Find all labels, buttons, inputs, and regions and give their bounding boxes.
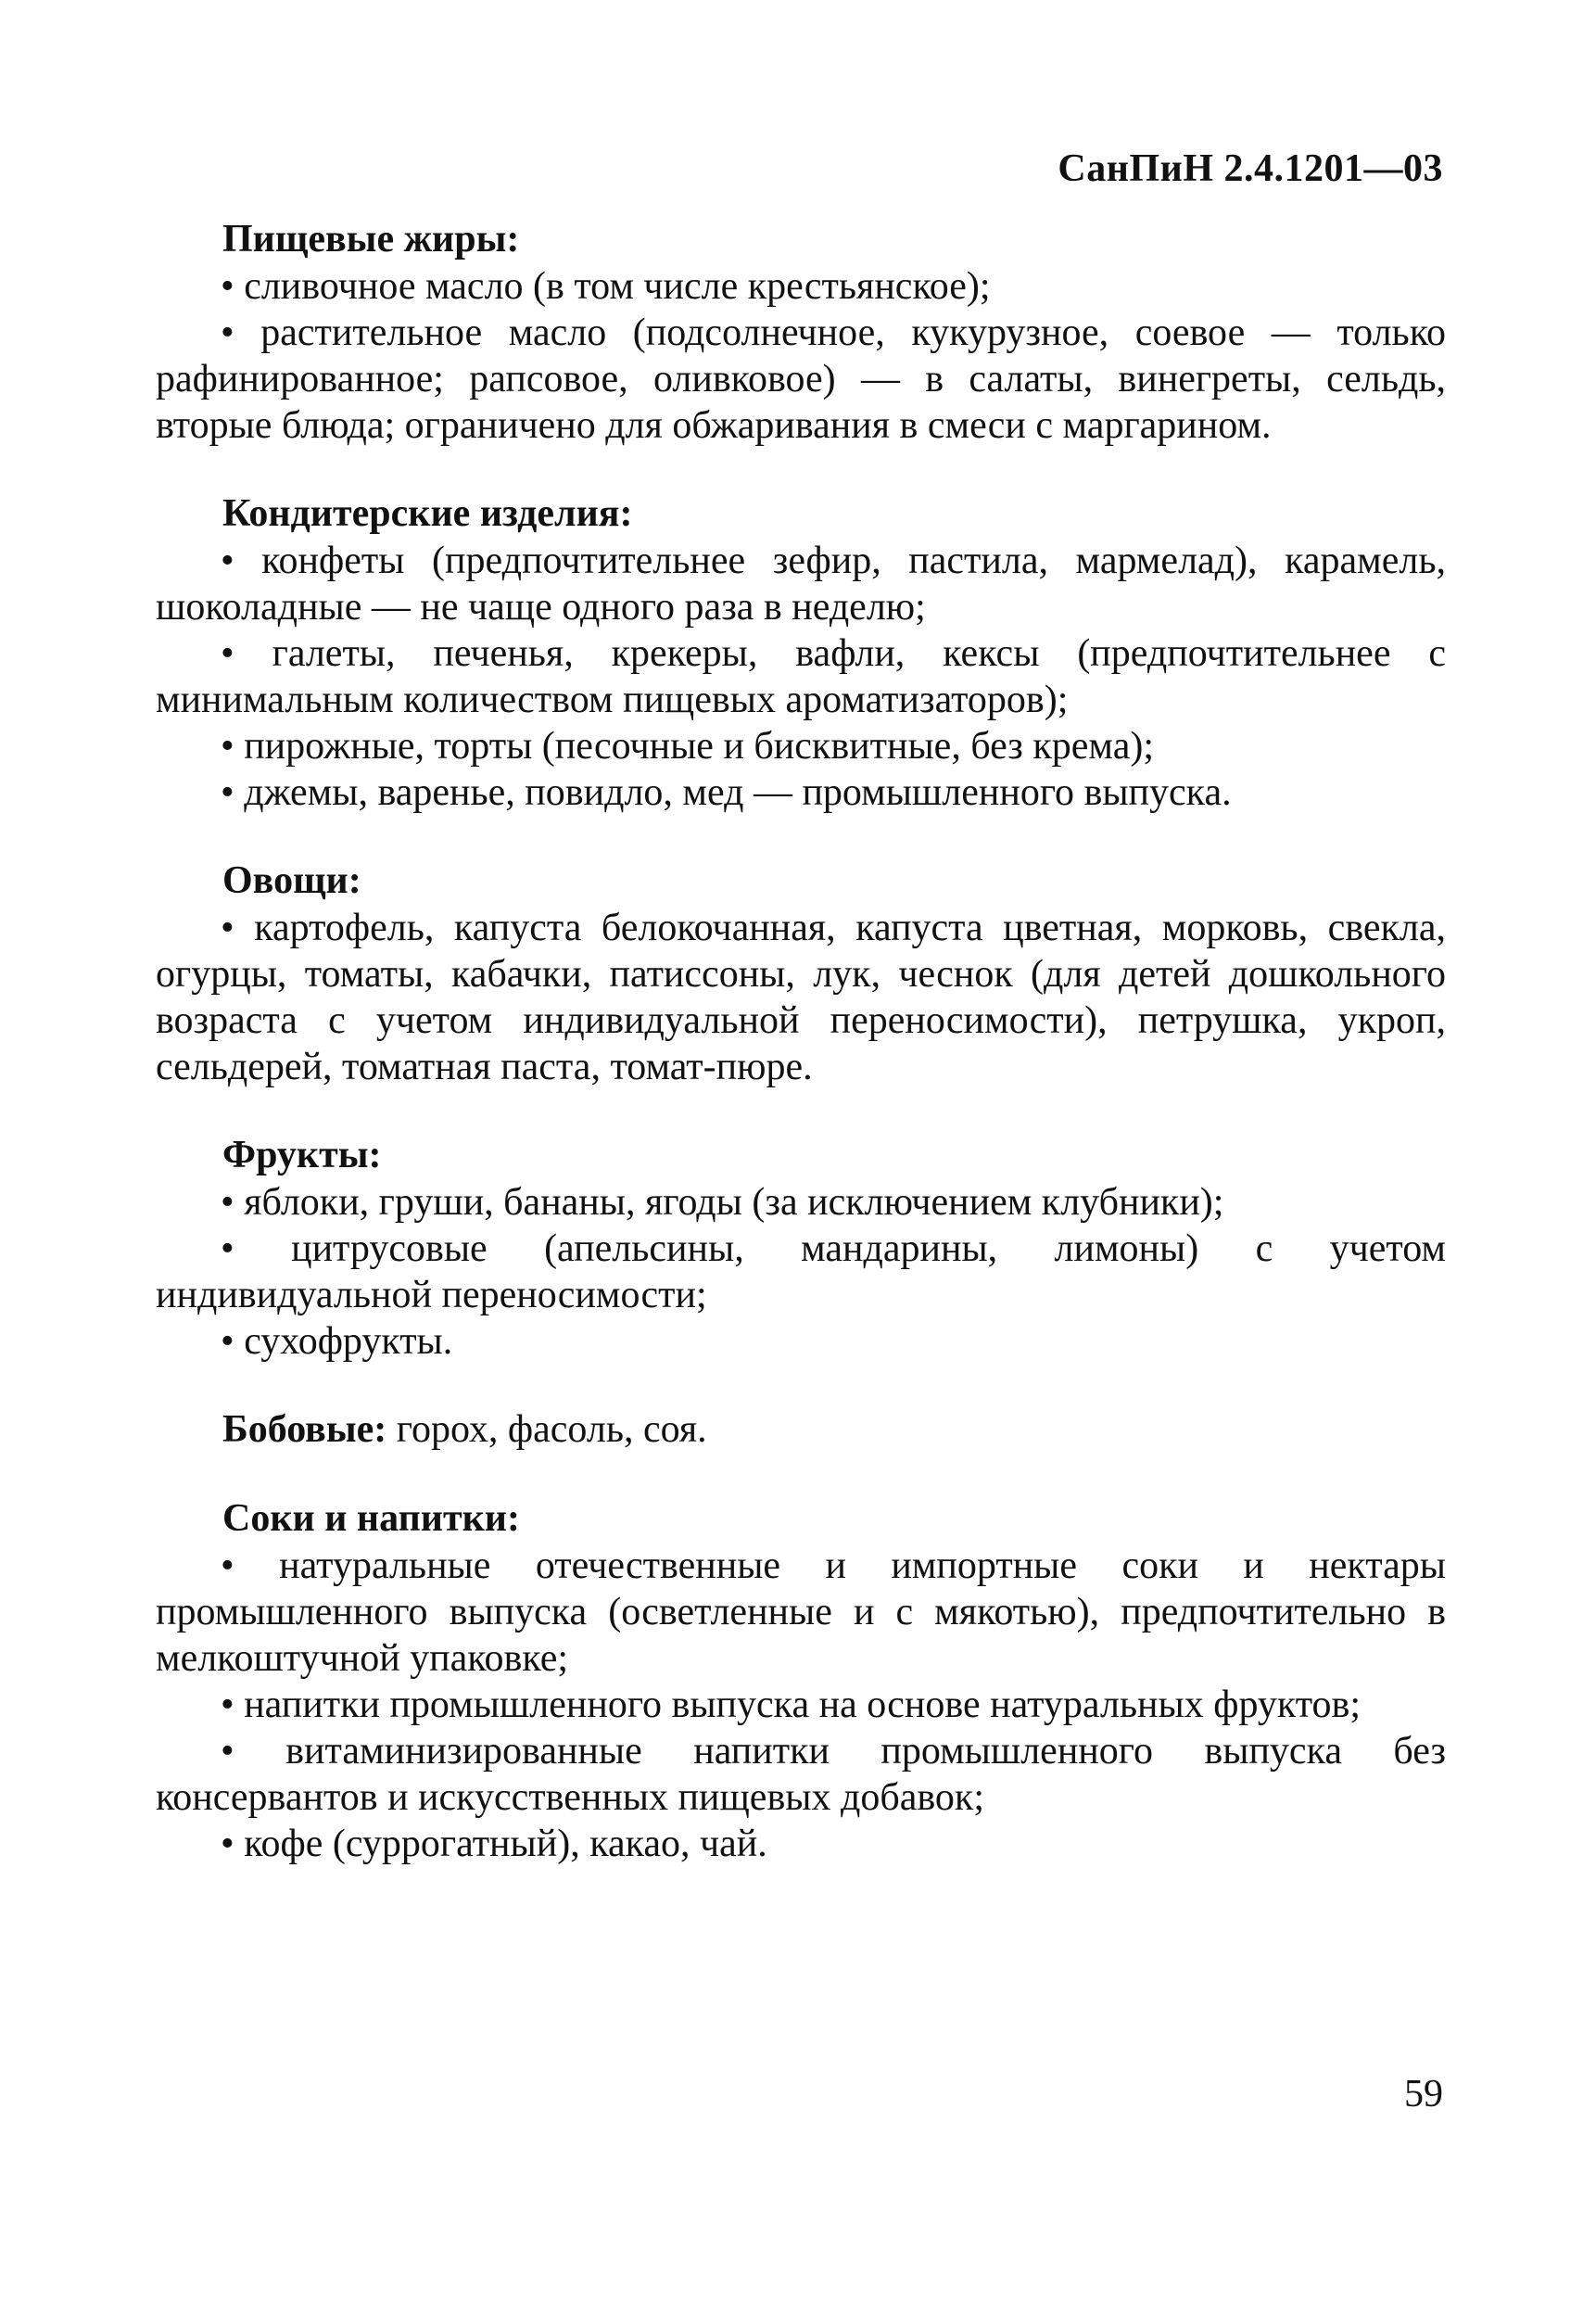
section-heading	[156, 215, 1446, 263]
section-inline-text: горох, фасоль, соя.	[386, 1408, 707, 1451]
list-item: • витаминизированные напитки промышленного выпуска без консервантов и искусственных пищевых добавок;	[156, 1730, 1446, 1819]
section	[156, 215, 1446, 449]
section-heading	[156, 1131, 1446, 1179]
list-item: • кофе (суррогатный), какао, чай.	[221, 1823, 767, 1865]
section-heading	[156, 1494, 1446, 1543]
list-item: • натуральные отечественные и импортные соки и нектары промышленного выпуска (осветленные и с мякотью), предпочтительно в мелкоштучной упаковке;	[156, 1544, 1446, 1680]
list-item: • галеты, печенья, крекеры, вафли, кексы (предпочтительнее с минимальным количеством пищевых ароматизаторов);	[156, 632, 1446, 721]
page-number: 59	[1404, 2073, 1443, 2116]
list-item: • цитрусовые (апельсины, мандарины, лимоны) с учетом индивидуальной переносимости;	[156, 1227, 1446, 1316]
section-heading	[156, 1405, 1446, 1454]
section-title: Овощи:	[222, 859, 361, 902]
section-heading	[156, 857, 1446, 905]
list-item: • сливочное масло (в том числе крестьянское);	[221, 265, 991, 308]
section-title: Пищевые жиры:	[222, 218, 520, 260]
list-item: • яблоки, груши, бананы, ягоды (за исключением клубники);	[221, 1181, 1224, 1224]
section-heading	[156, 489, 1446, 538]
section-title: Бобовые:	[222, 1408, 387, 1451]
list-item: • картофель, капуста белокочанная, капуста цветная, морковь, свекла, огурцы, томаты, кабачки, патиссоны, лук, чеснок (для детей дошкольного возраста с учетом индивидуальной переносимости), петрушка, укроп, сельдерей, томатная паста, томат-пюре.	[156, 907, 1446, 1088]
section	[156, 1405, 1446, 1454]
section-title: Соки и напитки:	[222, 1497, 520, 1540]
document-body	[156, 215, 1446, 1908]
section	[156, 1494, 1446, 1867]
list-item: • растительное масло (подсолнечное, кукурузное, соевое — только рафинированное; рапсовое, оливковое) — в салаты, винегреты, сельдь, вторые блюда; ограничено для обжаривания в смеси с маргарином.	[156, 311, 1446, 447]
document-header: СанПиН 2.4.1201—03	[1058, 147, 1443, 190]
list-item: • джемы, варенье, повидло, мед — промышленного выпуска.	[221, 771, 1232, 814]
list-item: • сухофрукты.	[221, 1320, 453, 1363]
list-item: • конфеты (предпочтительнее зефир, пастила, мармелад), карамель, шоколадные — не чаще одного раза в неделю;	[156, 540, 1446, 629]
section	[156, 857, 1446, 1090]
section	[156, 489, 1446, 816]
section	[156, 1131, 1446, 1365]
list-item: • напитки промышленного выпуска на основе натуральных фруктов;	[221, 1684, 1362, 1726]
list-item: • пирожные, торты (песочные и бисквитные, без крема);	[221, 725, 1155, 768]
section-title: Кондитерские изделия:	[222, 492, 633, 535]
section-title: Фрукты:	[222, 1134, 382, 1176]
